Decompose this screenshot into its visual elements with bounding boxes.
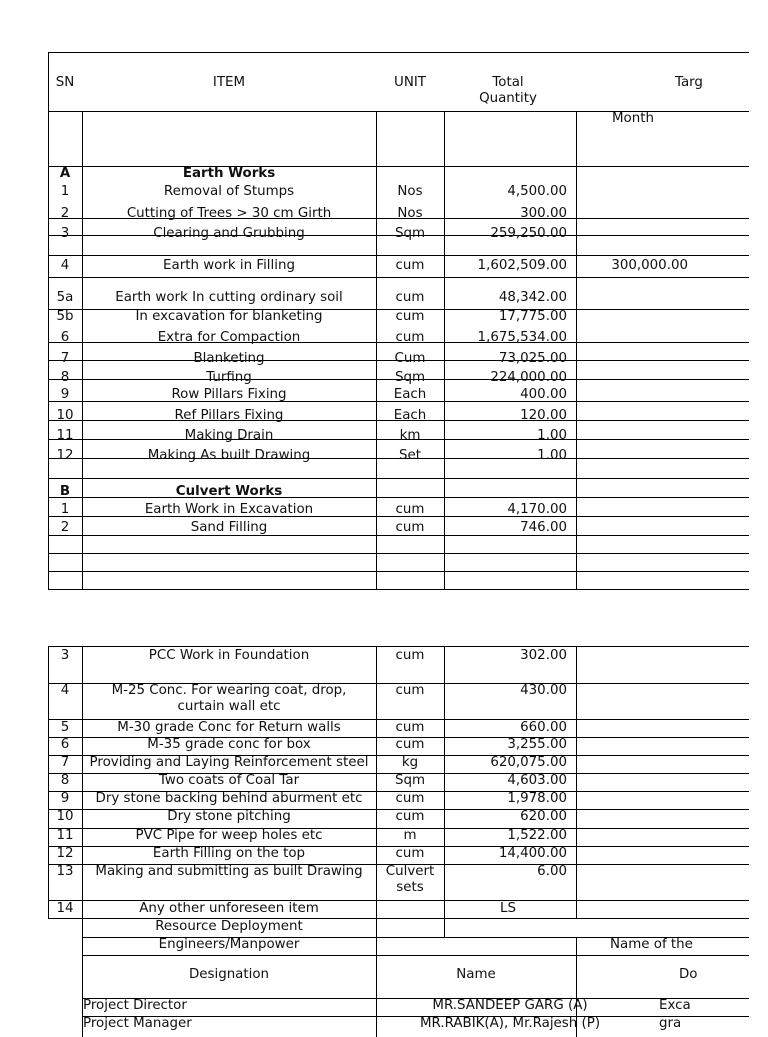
row-quantity: 259,250.00 — [490, 226, 567, 241]
row-quantity: 1,522.00 — [507, 828, 567, 843]
section-title: Culvert Works — [175, 484, 283, 499]
row-sn: 10 — [56, 408, 74, 423]
row-unit: cum — [395, 791, 425, 806]
section-code: B — [59, 484, 71, 499]
row-quantity: 120.00 — [520, 408, 567, 423]
row-unit: cum — [395, 846, 425, 861]
row-rule — [48, 571, 749, 572]
row-item: In excavation for blanketing — [135, 309, 323, 324]
row-unit: m — [403, 828, 417, 843]
row-item: Providing and Laying Reinforcement steel — [89, 755, 369, 770]
row-unit: cum — [395, 309, 425, 324]
column-rule — [376, 111, 377, 590]
row-sn: 2 — [60, 520, 70, 535]
row-sn: 5b — [56, 309, 74, 324]
header-unit: UNIT — [394, 75, 426, 90]
header-sn: SN — [55, 75, 75, 90]
row-item: M-30 grade Conc for Return walls — [117, 720, 341, 735]
row-unit: km — [399, 428, 421, 443]
section-code: A — [59, 166, 71, 181]
row-sn: 14 — [56, 901, 74, 916]
row-item: Blanketing — [193, 351, 265, 366]
row-item: Cutting of Trees > 30 cm Girth — [126, 206, 332, 221]
staff-name: MR.RABIK(A), Mr.Rajesh (P) — [419, 1016, 601, 1031]
row-quantity: 302.00 — [520, 648, 567, 663]
row-item: Clearing and Grubbing — [153, 226, 305, 241]
row-item: M-25 Conc. For wearing coat, drop, — [111, 683, 347, 698]
row-rule — [48, 646, 749, 647]
row-item: Earth work In cutting ordinary soil — [115, 290, 343, 305]
engineers-manpower-label: Engineers/Manpower — [158, 937, 300, 952]
row-unit: cum — [395, 502, 425, 517]
row-sn: 8 — [60, 370, 70, 385]
row-sn: 12 — [56, 448, 74, 463]
row-quantity: 1,978.00 — [507, 791, 567, 806]
staff-domain: Exca — [659, 998, 691, 1013]
row-sn: 9 — [60, 791, 70, 806]
column-rule — [82, 111, 83, 590]
row-quantity: 620,075.00 — [490, 755, 567, 770]
row-rule — [48, 277, 749, 278]
row-quantity: 1.00 — [537, 428, 567, 443]
row-item: Dry stone backing behind aburment etc — [95, 791, 363, 806]
resource-deployment-label: Resource Deployment — [155, 919, 303, 934]
row-sn: 6 — [60, 737, 70, 752]
row-quantity: 4,603.00 — [507, 773, 567, 788]
row-sn: 3 — [60, 226, 70, 241]
row-rule — [48, 255, 749, 256]
row-item: Removal of Stumps — [163, 184, 295, 199]
row-quantity: 1,675,534.00 — [477, 330, 567, 345]
row-unit: Each — [393, 408, 427, 423]
row-sn: 10 — [56, 809, 74, 824]
row-unit: Culvert — [385, 864, 435, 879]
row-sn: 6 — [60, 330, 70, 345]
row-rule — [48, 478, 749, 479]
row-quantity: 1,602,509.00 — [477, 258, 567, 273]
row-sn: 11 — [56, 428, 74, 443]
header-total-quantity: Total — [492, 75, 524, 90]
row-sn: 8 — [60, 773, 70, 788]
row-item: Making As built Drawing — [147, 448, 311, 463]
staff-header-domain: Do — [679, 967, 698, 982]
row-item: Earth Filling on the top — [152, 846, 306, 861]
table-left-border — [48, 646, 49, 919]
row-item: Extra for Compaction — [157, 330, 301, 345]
row-unit: cum — [395, 520, 425, 535]
row-unit: cum — [395, 737, 425, 752]
header-target: Targ — [675, 75, 703, 90]
row-unit: cum — [395, 683, 425, 698]
row-quantity: 430.00 — [520, 683, 567, 698]
column-rule — [376, 646, 377, 1037]
row-rule — [48, 52, 749, 53]
row-unit: Sqm — [394, 226, 426, 241]
row-unit: cum — [395, 720, 425, 735]
row-unit: Nos — [397, 184, 423, 199]
earthworks-table — [48, 52, 703, 540]
row-quantity: 300.00 — [520, 206, 567, 221]
row-unit: cum — [395, 648, 425, 663]
row-unit: cum — [395, 330, 425, 345]
header-item: ITEM — [212, 75, 246, 90]
row-quantity: 4,170.00 — [507, 502, 567, 517]
table-left-border — [48, 52, 49, 590]
row-item: Sand Filling — [190, 520, 268, 535]
row-quantity: 73,025.00 — [498, 351, 567, 366]
row-unit: Each — [393, 387, 427, 402]
row-sn: 1 — [60, 184, 70, 199]
staff-designation: Project Director — [83, 998, 187, 1013]
row-rule — [48, 918, 749, 919]
row-rule — [48, 439, 749, 440]
row-item: Turfing — [206, 370, 252, 385]
row-item: PCC Work in Foundation — [148, 648, 310, 663]
column-rule — [576, 111, 577, 590]
row-quantity: 17,775.00 — [498, 309, 567, 324]
row-item: PVC Pipe for weep holes etc — [135, 828, 323, 843]
row-item: Any other unforeseen item — [139, 901, 319, 916]
row-sn: 4 — [60, 683, 70, 698]
row-quantity: 1.00 — [537, 448, 567, 463]
row-item: Making Drain — [184, 428, 274, 443]
section-title: Earth Works — [182, 166, 276, 181]
row-item: Ref Pillars Fixing — [174, 408, 284, 423]
row-unit: Cum — [394, 351, 426, 366]
header-total-quantity: Quantity — [479, 91, 537, 106]
staff-designation: Project Manager — [83, 1016, 192, 1031]
row-item: Two coats of Coal Tar — [158, 773, 300, 788]
row-item: Earth Work in Excavation — [144, 502, 314, 517]
staff-domain: gra — [659, 1016, 682, 1031]
row-sn: 11 — [56, 828, 74, 843]
row-sn: 1 — [60, 502, 70, 517]
row-sn: 3 — [60, 648, 70, 663]
culvert-works-table — [48, 646, 698, 1036]
row-quantity: 4,500.00 — [507, 184, 567, 199]
row-quantity: 48,342.00 — [498, 290, 567, 305]
row-unit: Sqm — [394, 370, 426, 385]
row-sn: 4 — [60, 258, 70, 273]
row-quantity: 620.00 — [520, 809, 567, 824]
row-unit: cum — [395, 258, 425, 273]
row-sn: 5a — [56, 290, 74, 305]
row-quantity: 746.00 — [520, 520, 567, 535]
row-rule — [48, 553, 749, 554]
row-sn: 12 — [56, 846, 74, 861]
row-quantity: 14,400.00 — [498, 846, 567, 861]
row-quantity: LS — [500, 901, 516, 916]
staff-header-name: Name — [456, 967, 496, 982]
row-item: M-35 grade conc for box — [147, 737, 311, 752]
row-item: Row Pillars Fixing — [171, 387, 287, 402]
row-quantity: 224,000.00 — [490, 370, 567, 385]
row-unit: Nos — [397, 206, 423, 221]
row-unit: Set — [399, 448, 421, 463]
row-item: Dry stone pitching — [167, 809, 291, 824]
row-sn: 5 — [60, 720, 70, 735]
name-of-the-label: Name of the — [610, 937, 693, 952]
row-quantity: 3,255.00 — [507, 737, 567, 752]
column-rule — [444, 111, 445, 590]
staff-header-designation: Designation — [188, 967, 270, 982]
row-unit: cum — [395, 290, 425, 305]
staff-name: MR.SANDEEP GARG (A) — [432, 998, 588, 1013]
header-month: Month — [612, 111, 654, 126]
row-sn: 7 — [60, 755, 70, 770]
column-rule — [576, 646, 577, 919]
row-target: 300,000.00 — [611, 258, 688, 273]
row-sn: 7 — [60, 351, 70, 366]
row-rule — [48, 589, 749, 590]
row-rule — [48, 497, 749, 498]
row-sn: 2 — [60, 206, 70, 221]
row-quantity: 400.00 — [520, 387, 567, 402]
row-unit: cum — [395, 809, 425, 824]
row-sn: 9 — [60, 387, 70, 402]
row-item: curtain wall etc — [177, 699, 281, 714]
row-rule — [48, 166, 749, 167]
row-item: Making and submitting as built Drawing — [95, 864, 363, 879]
row-sn: 13 — [56, 864, 74, 879]
row-quantity: 6.00 — [537, 864, 567, 879]
row-quantity: 660.00 — [520, 720, 567, 735]
row-unit: kg — [401, 755, 419, 770]
row-rule — [82, 955, 749, 956]
column-rule — [444, 646, 445, 938]
column-rule — [82, 646, 83, 1037]
row-unit: sets — [396, 880, 424, 895]
row-unit: Sqm — [394, 773, 426, 788]
row-item: Earth work in Filling — [163, 258, 295, 273]
